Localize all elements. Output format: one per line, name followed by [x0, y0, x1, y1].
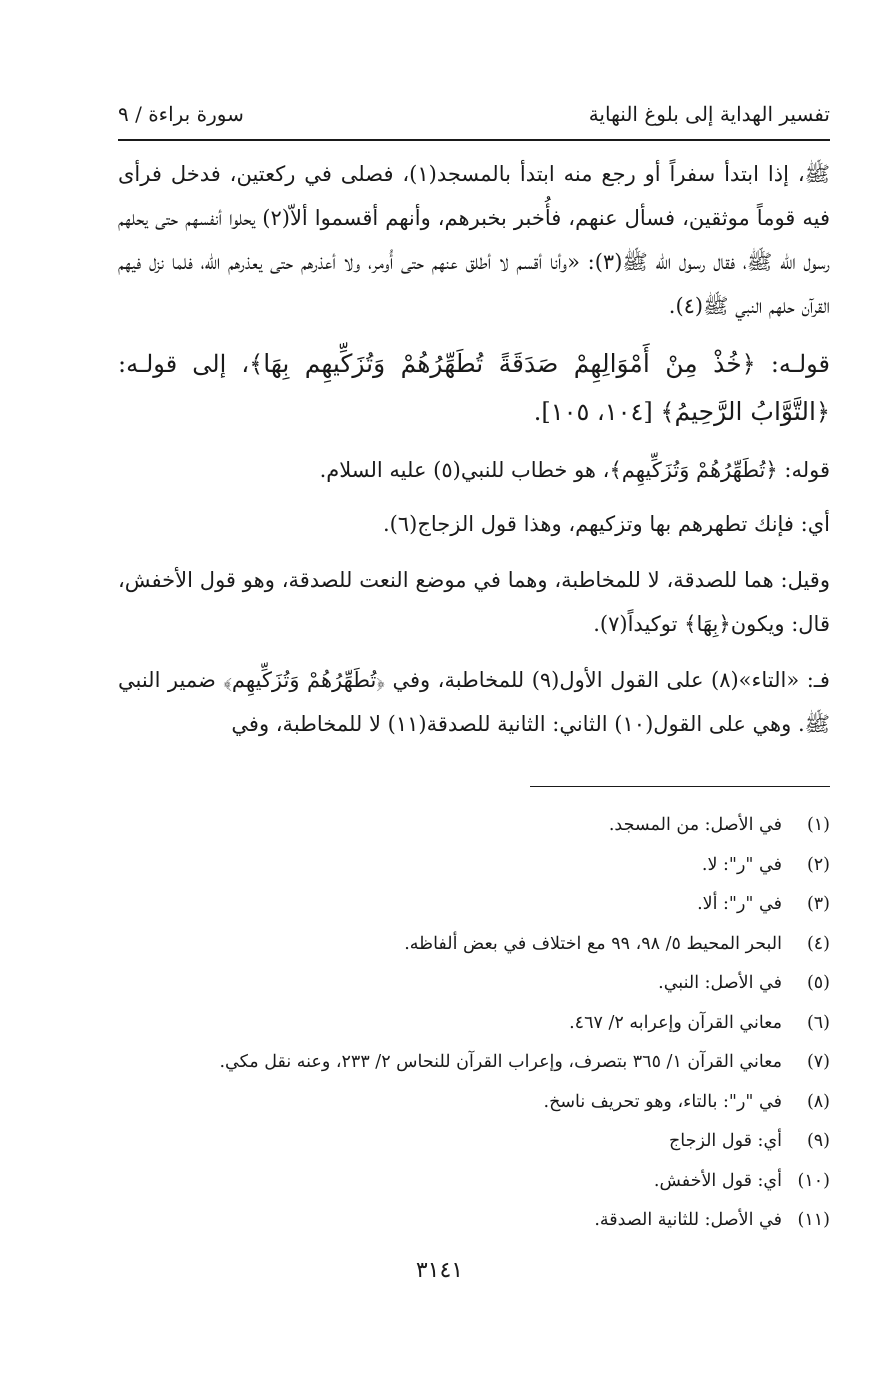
- footnote-text: معاني القرآن ١/ ٣٦٥ بتصرف، وإعراب القرآن للنحاس ٢/ ٢٣٣، وعنه نقل مكي.: [219, 1052, 782, 1072]
- footnote-item: [118, 964, 830, 1004]
- header-divider: [118, 139, 830, 141]
- footnote-number: (٧): [806, 1052, 830, 1072]
- verse-reference: ﴾ [١٠٤، ١٠٥].: [533, 398, 675, 426]
- footnote-number: (٣): [806, 894, 830, 914]
- footnote-text: في "ر": بالتاء، وهو تحريف ناسخ.: [543, 1091, 782, 1112]
- footnote-text: البحر المحيط ٥/ ٩٨، ٩٩ مع اختلاف في بعض ألفاظه.: [404, 933, 782, 954]
- footnote-text: أي: قول الأخفش.: [653, 1170, 782, 1191]
- footnote-item: [118, 885, 830, 925]
- verse-text-2: التَّوَّابُ الرَّحِيمُ: [674, 397, 816, 426]
- paragraph-6: فـ: «التاء»(٨) على القول الأول(٩) للمخاطبة، وفي ﴿تُطَهِّرُهُمْ وَتُزَكِّيهِم﴾ ضمير النبي ﷺ. وهي على القول(١٠) الثاني: الثانية للصدقة(١١) لا للمخاطبة، وفي: [118, 668, 830, 736]
- page-number: ٣١٤١: [415, 1258, 464, 1283]
- footnote-text: في الأصل: النبي.: [658, 973, 782, 993]
- footnote-number: (١١): [797, 1210, 830, 1230]
- footnote-item: [118, 1122, 830, 1162]
- footnote-text: في الأصل: للثانية الصدقة.: [594, 1210, 782, 1230]
- footnote-item: [118, 806, 830, 846]
- footnote-text: في الأصل: من المسجد.: [608, 815, 782, 835]
- footnote-item: [118, 846, 830, 886]
- footnotes-list: [118, 806, 830, 1241]
- footnote-divider: [530, 786, 830, 787]
- footnote-item: [118, 1162, 830, 1202]
- footnote-number: (٤): [806, 933, 830, 954]
- paragraph-3: قوله: ﴿تُطَهِّرُهُمْ وَتُزَكِّيهِم﴾، هو خطاب للنبي(٥) عليه السلام.: [319, 458, 830, 482]
- footnote-item: [118, 1043, 830, 1083]
- footnote-text: أي: قول الزجاج: [669, 1131, 782, 1151]
- footnote-number: (١): [806, 815, 830, 835]
- verse-text: خُذْ مِنْ أَمْوَالِهِمْ صَدَقَةً تُطَهِّرُهُمْ وَتُزَكِّيهِم بِهَا: [263, 349, 742, 378]
- footnote-item: [118, 1201, 830, 1241]
- footnote-number: (٩): [806, 1131, 830, 1151]
- footnote-item: [118, 1004, 830, 1044]
- footnote-item: [118, 925, 830, 965]
- footnote-number: (٢): [806, 854, 830, 875]
- footnote-number: (٨): [806, 1091, 830, 1112]
- verse-intro: قولـه: ﴿: [741, 350, 831, 378]
- running-header: [118, 98, 830, 138]
- paragraph-1: ﷺ، إذا ابتدأ سفراً أو رجع منه ابتدأ بالمسجد(١)، فصلى في ركعتين، فدخل فرأى فيه قوماً موثقين، فسأل عنهم، فأُخبر بخبرهم، وأنهم أقسموا ألاّ(٢) يحلوا أنفسهم حتى يحلهم رسول الله ﷺ، فقال رسول الله ﷺ(٣): «وأنا أقسم لا أطلق عنهم حتى أُومر، ولا أعذرهم حتى يعذرهم الله، فلما نزل فيهم القرآن حلهم النبي ﷺ(٤).: [118, 162, 830, 318]
- paragraph-verse: [118, 340, 830, 436]
- book-title: تفسير الهداية إلى بلوغ النهاية: [588, 102, 830, 126]
- surah-page-label: سورة براءة / ٩: [118, 102, 244, 126]
- footnote-item: [118, 1083, 830, 1123]
- verse-mid: ﴾، إلى قولـه: ﴿: [118, 350, 830, 426]
- footnote-number: (٥): [806, 973, 830, 993]
- footnote-number: (٦): [806, 1012, 830, 1033]
- footnote-text: في "ر": ألا.: [697, 894, 782, 914]
- footnote-text: معاني القرآن وإعرابه ٢/ ٤٦٧.: [569, 1012, 782, 1033]
- footnote-number: (١٠): [797, 1170, 830, 1191]
- paragraph-5: وقيل: هما للصدقة، لا للمخاطبة، وهما في موضع النعت للصدقة، وهو قول الأخفش، قال: ويكون﴿بِهَا﴾ توكيداً(٧).: [118, 568, 830, 636]
- main-text: [118, 152, 830, 746]
- paragraph-4: أي: فإنك تطهرهم بها وتزكيهم، وهذا قول الزجاج(٦).: [382, 512, 830, 536]
- footnote-text: في "ر": لا.: [701, 854, 782, 875]
